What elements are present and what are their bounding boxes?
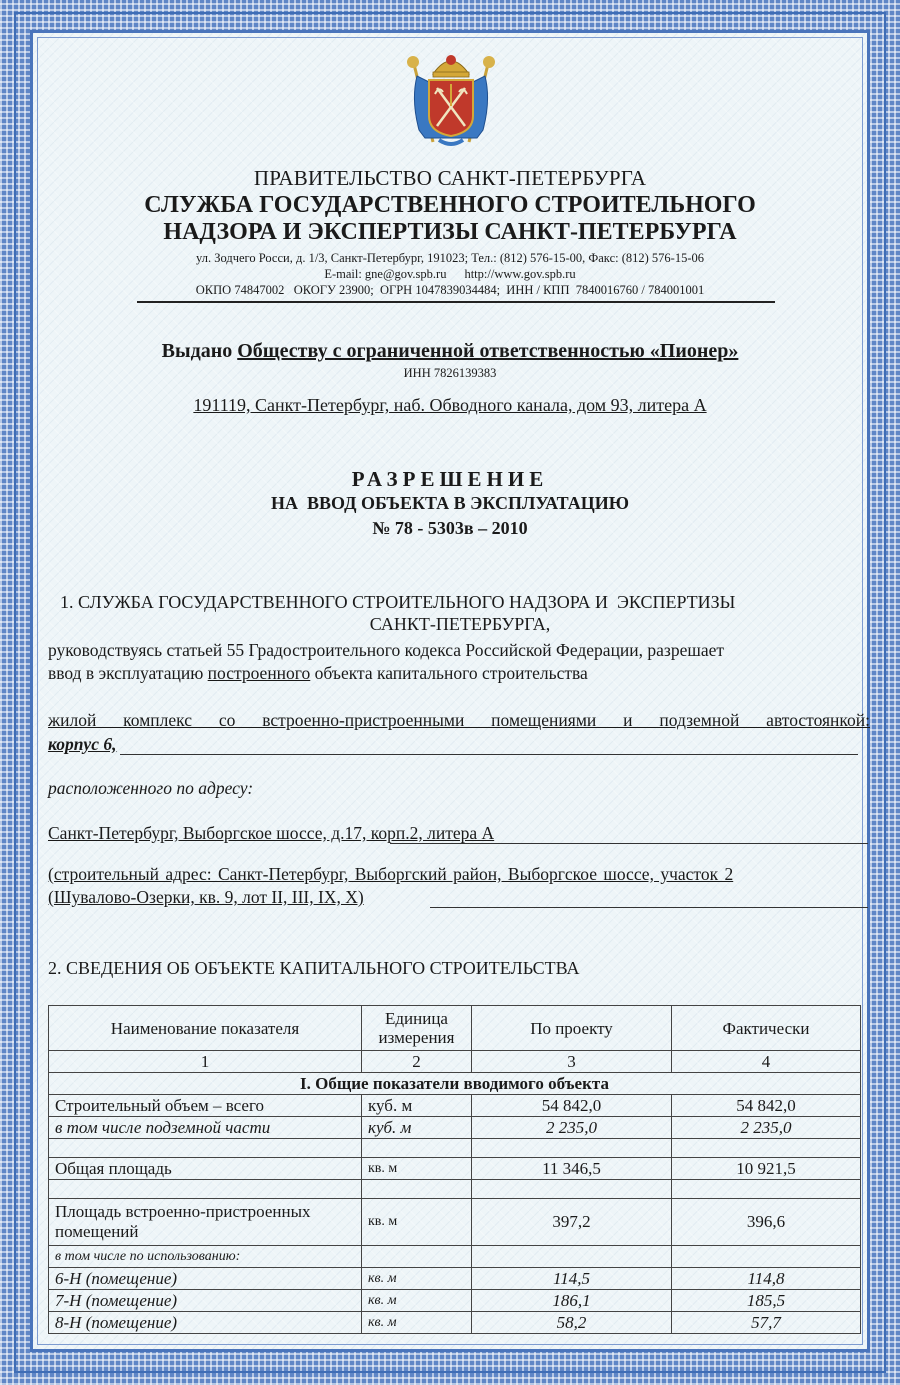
table-row: [49, 1290, 861, 1312]
table-column-numbers: [49, 1051, 861, 1073]
header-unit-line2: измерения: [378, 1028, 455, 1047]
row-name: 6-Н (помещение): [49, 1268, 362, 1290]
row-name: Общая площадь: [49, 1158, 362, 1180]
object-data-table: [48, 1005, 861, 1334]
row-project: 2 235,0: [472, 1117, 672, 1139]
blank-cell: [472, 1246, 672, 1268]
fill-line: [430, 907, 868, 908]
text2-underlined: построенного: [207, 663, 311, 683]
header-unit: [362, 1006, 472, 1051]
row-unit: кв. м: [362, 1290, 472, 1312]
blank-cell: [362, 1139, 472, 1158]
blank-cell: [672, 1246, 861, 1268]
table-row-blank: [49, 1180, 861, 1199]
table-row: [49, 1117, 861, 1139]
blank-cell: [472, 1180, 672, 1199]
header-project: По проекту: [472, 1006, 672, 1051]
row-unit: кв. м: [362, 1268, 472, 1290]
row-actual: 10 921,5: [672, 1158, 861, 1180]
table-row: [49, 1268, 861, 1290]
header-name: Наименование показателя: [49, 1006, 362, 1051]
row-project: 397,2: [472, 1199, 672, 1246]
table-row: [49, 1095, 861, 1117]
section1-text2: [48, 663, 588, 684]
service-name-line2: НАДЗОРА И ЭКСПЕРТИЗЫ САНКТ-ПЕТЕРБУРГА: [163, 219, 737, 245]
row-actual: 185,5: [672, 1290, 861, 1312]
col-number: 1: [49, 1051, 362, 1073]
row-project: 186,1: [472, 1290, 672, 1312]
located-label: расположенного по адресу:: [48, 778, 254, 798]
row-name-line1: Площадь встроенно-пристроенных: [55, 1202, 311, 1221]
service-codes: ОКПО 74847002 ОКОГУ 23900; ОГРН 1047839034484; ИНН / КПП 7840016760 / 784001001: [195, 283, 705, 297]
table-section-row: [49, 1073, 861, 1095]
row-name: в том числе подземной части: [49, 1117, 362, 1139]
saint-petersburg-coat-of-arms-icon: [403, 50, 499, 150]
service-address: ул. Зодчего Росси, д. 1/3, Санкт-Петербург, 191023; Тел.: (812) 576-15-00, Факс: (812) 576-15-06: [196, 251, 704, 265]
issued-org: Обществу с ограниченной ответственностью «Пионер»: [237, 340, 739, 362]
row-name: [49, 1199, 362, 1246]
table-header-row: [49, 1006, 861, 1051]
permit-number: № 78 - 5303в – 2010: [372, 518, 528, 538]
row-unit: кв. м: [362, 1158, 472, 1180]
blank-cell: [672, 1139, 861, 1158]
header-actual: Фактически: [672, 1006, 861, 1051]
government-title: ПРАВИТЕЛЬСТВО САНКТ-ПЕТЕРБУРГА: [253, 166, 647, 190]
row-project: 54 842,0: [472, 1095, 672, 1117]
header-divider: [137, 301, 775, 303]
fill-line: [390, 843, 868, 844]
row-actual: 396,6: [672, 1199, 861, 1246]
issued-to: [0, 340, 900, 363]
section1-text1: руководствуясь статьей 55 Градостроительного кодекса Российской Федерации, разрешает: [48, 640, 725, 660]
col-number: 3: [472, 1051, 672, 1073]
section-title: I. Общие показатели вводимого объекта: [49, 1073, 861, 1095]
row-name-line2: помещений: [55, 1222, 139, 1241]
section1-heading: 1. СЛУЖБА ГОСУДАРСТВЕННОГО СТРОИТЕЛЬНОГО НАДЗОРА И ЭКСПЕРТИЗЫ: [60, 592, 736, 612]
issued-address: 191119, Санкт-Петербург, наб. Обводного канала, дом 93, литера А: [193, 395, 707, 415]
row-project: 114,5: [472, 1268, 672, 1290]
issued-inn: ИНН 7826139383: [403, 366, 497, 380]
object-building: корпус 6,: [48, 734, 117, 754]
build-address-line2: (Шувалово-Озерки, кв. 9, лот II, III, IX, X): [48, 887, 364, 907]
blank-cell: [672, 1180, 861, 1199]
section1-heading-cont: САНКТ-ПЕТЕРБУРГА,: [369, 614, 551, 634]
contact-line: [0, 267, 900, 282]
service-email: E-mail: gne@gov.spb.ru: [324, 267, 447, 281]
text2-b: объекта капитального строительства: [310, 663, 588, 683]
table-row: [49, 1199, 861, 1246]
blank-cell: [49, 1180, 362, 1199]
col-number: 4: [672, 1051, 861, 1073]
row-actual: 57,7: [672, 1312, 861, 1334]
header-unit-line1: Единица: [385, 1009, 448, 1028]
issued-prefix: Выдано: [161, 340, 233, 362]
service-name-line1: СЛУЖБА ГОСУДАРСТВЕННОГО СТРОИТЕЛЬНОГО: [144, 192, 756, 218]
service-website: http://www.gov.spb.ru: [464, 267, 576, 281]
permit-title: РАЗРЕШЕНИЕ: [351, 467, 549, 491]
row-unit: куб. м: [362, 1117, 472, 1139]
row-name: в том числе по использованию:: [49, 1246, 362, 1268]
table-row: [49, 1246, 861, 1268]
text2-a: ввод в эксплуатацию: [48, 663, 208, 683]
col-number: 2: [362, 1051, 472, 1073]
row-name: 8-Н (помещение): [49, 1312, 362, 1334]
row-name: Строительный объем – всего: [49, 1095, 362, 1117]
table-row-blank: [49, 1139, 861, 1158]
blank-cell: [472, 1139, 672, 1158]
row-unit: куб. м: [362, 1095, 472, 1117]
build-address-line1: (строительный адрес: Санкт-Петербург, Выборгский район, Выборгское шоссе, участок 2: [48, 864, 734, 884]
row-actual: 114,8: [672, 1268, 861, 1290]
row-project: 11 346,5: [472, 1158, 672, 1180]
row-project: 58,2: [472, 1312, 672, 1334]
row-unit: кв. м: [362, 1199, 472, 1246]
fill-line: [120, 754, 858, 755]
table-row: [49, 1312, 861, 1334]
table-row: [49, 1158, 861, 1180]
row-actual: 54 842,0: [672, 1095, 861, 1117]
row-unit: кв. м: [362, 1312, 472, 1334]
blank-cell: [362, 1180, 472, 1199]
section2-heading: 2. СВЕДЕНИЯ ОБ ОБЪЕКТЕ КАПИТАЛЬНОГО СТРОИТЕЛЬСТВА: [48, 958, 580, 978]
object-description: жилой комплекс со встроенно-пристроенными помещениями и подземной автостоянкой:: [48, 710, 870, 730]
blank-cell: [362, 1246, 472, 1268]
row-actual: 2 235,0: [672, 1117, 861, 1139]
blank-cell: [49, 1139, 362, 1158]
permit-subtitle: НА ВВОД ОБЪЕКТА В ЭКСПЛУАТАЦИЮ: [271, 493, 629, 513]
row-name: 7-Н (помещение): [49, 1290, 362, 1312]
object-address: Санкт-Петербург, Выборгское шоссе, д.17, корп.2, литера А: [48, 823, 495, 843]
